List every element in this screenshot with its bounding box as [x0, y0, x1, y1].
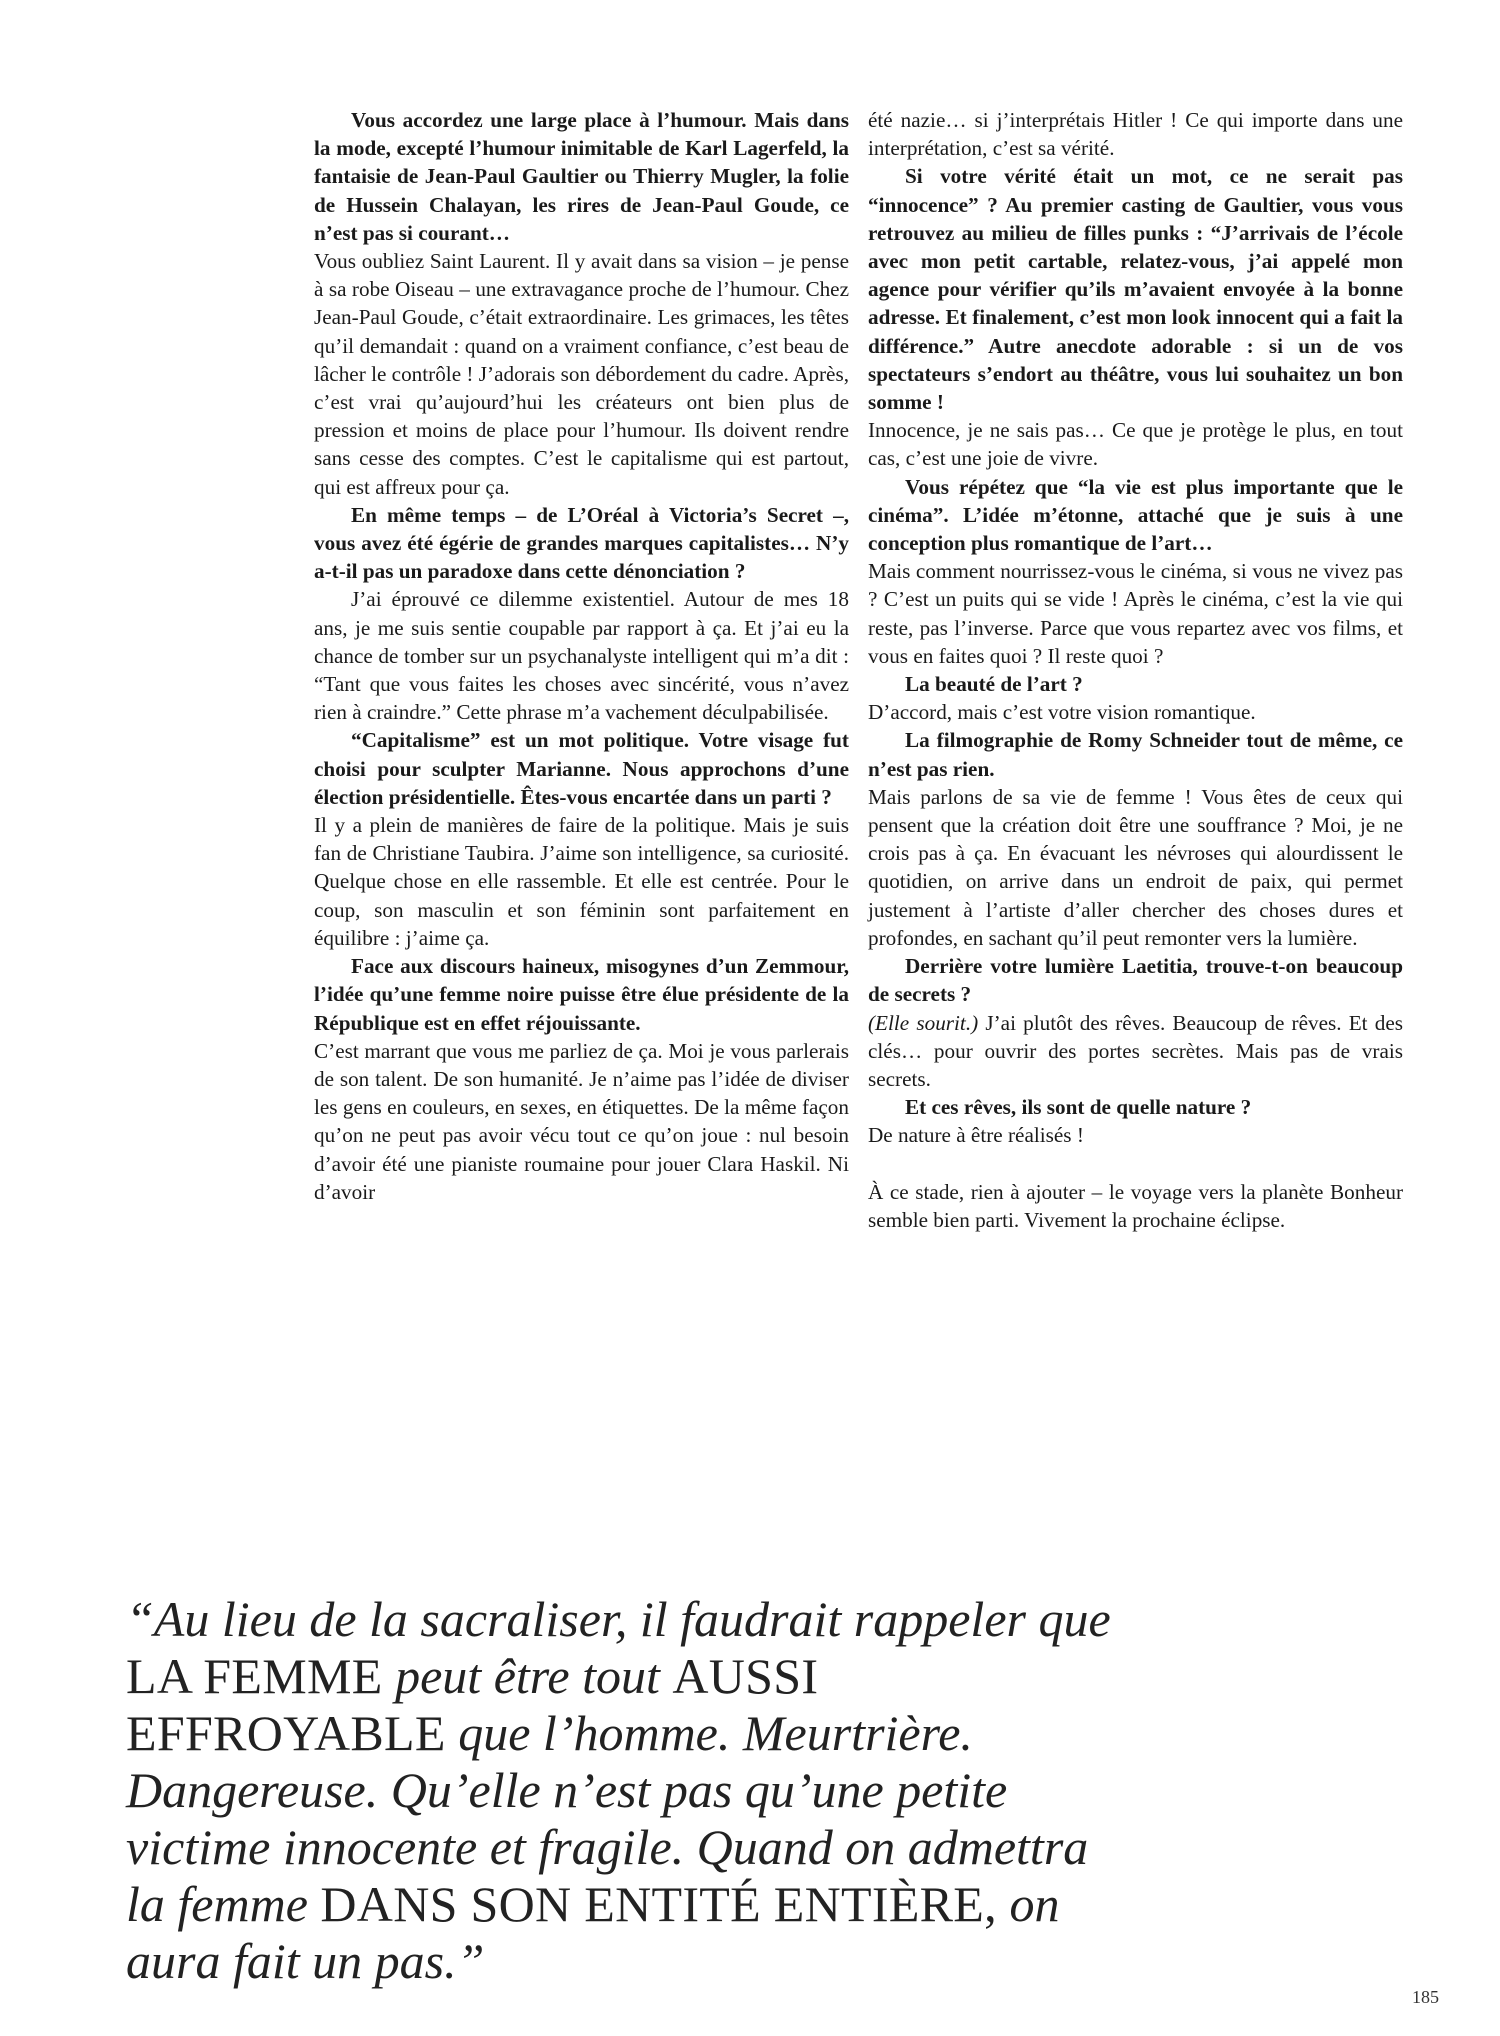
- answer-paragraph: [868, 1009, 1403, 1094]
- paragraph-text: En même temps – de L’Oréal à Victoria’s Secret –, vous avez été égérie de grandes marques capitalistes… N’y a-t-il pas un paradoxe dans cette dénonciation ?: [314, 502, 849, 584]
- stage-direction: (Elle sourit.): [868, 1010, 979, 1035]
- paragraph-text: Mais parlons de sa vie de femme ! Vous êtes de ceux qui pensent que la création doit être une souffrance ? Moi, je ne crois pas à ça. En évacuant les névroses qui alourdissent le quotidien, on arrive dans un endroit de paix, qui permet justement à l’artiste d’aller chercher des choses dures et profondes, en sachant qu’il peut remonter vers la lumière.: [868, 784, 1403, 950]
- paragraph-text: Face aux discours haineux, misogynes d’un Zemmour, l’idée qu’une femme noire puisse être élue présidente de la République est en effet réjouissante.: [314, 954, 849, 1035]
- paragraph-text: Il y a plein de manières de faire de la politique. Mais je suis fan de Christiane Taubira. J’aime son intelligence, sa curiosité. Quelque chose en elle rassemble. Et elle est centrée. Pour le coup, son masculin et son féminin sont parfaitement en équilibre : j’aime ça.: [314, 813, 849, 950]
- paragraph-text: À ce stade, rien à ajouter – le voyage vers la planète Bonheur semble bien parti. Vivement la prochaine éclipse.: [868, 1179, 1403, 1232]
- paragraph-text: Si votre vérité était un mot, ce ne serait pas “innocence” ? Au premier casting de Gaultier, vous vous retrouvez au milieu de filles punks : “J’arrivais de l’école avec mon petit cartable, relatez-vous, j’ai appelé mon agence pour vérifier qu’ils m’avaient envoyée à la bonne adresse. Et finalement, c’est mon look innocent qui a fait la différence.” Autre anecdote adorable : si un de vos spectateurs s’endort au théâtre, vous lui souhaitez un bon somme !: [868, 164, 1403, 415]
- paragraph-text: La filmographie de Romy Schneider tout de même, ce n’est pas rien.: [868, 728, 1403, 781]
- paragraph-text: Mais comment nourrissez-vous le cinéma, si vous ne vivez pas ? C’est un puits qui se vide ! Après le cinéma, c’est la vie qui reste, pas l’inverse. Parce que vous repartez avec vos films, et vous en faites quoi ? Il reste quoi ?: [868, 559, 1403, 668]
- paragraph-text: Innocence, je ne sais pas… Ce que je protège le plus, en tout cas, c’est une joie de vivre.: [868, 418, 1403, 471]
- question-paragraph: [868, 952, 1403, 1008]
- question-paragraph: [868, 162, 1403, 416]
- article-column-right: [868, 106, 1403, 1234]
- paragraph-text: Vous répétez que “la vie est plus importante que le cinéma”. L’idée m’étonne, attaché que je suis à une conception plus romantique de l’art…: [868, 474, 1403, 556]
- pull-quote-emphasis: LA FEMME: [126, 1648, 383, 1704]
- paragraph-text: J’ai plutôt des rêves. Beaucoup de rêves. Et des clés… pour ouvrir des portes secrètes. Mais pas de vrais secrets.: [868, 1010, 1403, 1091]
- paragraph-text: Et ces rêves, ils sont de quelle nature ?: [905, 1095, 1252, 1120]
- question-paragraph: [314, 726, 849, 811]
- pull-quote: [126, 1591, 1126, 1990]
- question-paragraph: [314, 952, 849, 1037]
- question-paragraph: [868, 670, 1403, 698]
- answer-paragraph: [868, 783, 1403, 952]
- question-paragraph: [868, 726, 1403, 782]
- pull-quote-text: on aura fait un pas.”: [126, 1876, 1060, 1989]
- pull-quote-text: “Au lieu de la sacraliser, il faudrait rappeler que: [126, 1591, 1111, 1647]
- answer-paragraph: [868, 106, 1403, 162]
- question-paragraph: [314, 106, 849, 247]
- pull-quote-text: que l’homme. Meurtrière. Dangereuse. Qu’elle n’est pas qu’une petite victime innocente et fragile. Quand on admettra la femme: [126, 1705, 1089, 1932]
- answer-paragraph: [868, 698, 1403, 726]
- paragraph-text: J’ai éprouvé ce dilemme existentiel. Autour de mes 18 ans, je me suis sentie coupable par rapport à ça. Et j’ai eu la chance de tomber sur un psychanalyste intelligent qui m’a dit : “Tant que vous faites les choses avec sincérité, vous n’avez rien à craindre.” Cette phrase m’a vachement déculpabilisée.: [314, 587, 849, 725]
- closing-paragraph: [868, 1178, 1403, 1234]
- paragraph-text: La beauté de l’art ?: [905, 672, 1083, 697]
- answer-paragraph: [314, 585, 849, 726]
- answer-paragraph: [868, 557, 1403, 670]
- answer-paragraph: [314, 1037, 849, 1206]
- pull-quote-text: peut être tout: [382, 1648, 673, 1704]
- answer-paragraph: [314, 811, 849, 952]
- paragraph-text: Vous oubliez Saint Laurent. Il y avait dans sa vision – je pense à sa robe Oiseau – une extravagance proche de l’humour. Chez Jean-Paul Goude, c’était extraordinaire. Les grimaces, les têtes qu’il demandait : quand on a vraiment confiance, c’est beau de lâcher le contrôle ! J’adorais son débordement du cadre. Après, c’est vrai qu’aujourd’hui les créateurs ont bien plus de pression et moins de place pour l’humour. Ils doivent rendre sans cesse des comptes. C’est le capitalisme qui est partout, qui est affreux pour ça.: [314, 249, 849, 499]
- answer-paragraph: [868, 416, 1403, 472]
- pull-quote-emphasis: AUSSI EFFROYABLE: [126, 1648, 819, 1761]
- question-paragraph: [868, 473, 1403, 558]
- paragraph-text: “Capitalisme” est un mot politique. Votre visage fut choisi pour sculpter Marianne. Nous approchons d’une élection présidentielle. Êtes-vous encartée dans un parti ?: [314, 728, 849, 809]
- article-column-left: [314, 106, 849, 1206]
- paragraph-text: Derrière votre lumière Laetitia, trouve-t-on beaucoup de secrets ?: [868, 954, 1403, 1007]
- paragraph-text: De nature à être réalisés !: [868, 1123, 1084, 1148]
- paragraph-text: D’accord, mais c’est votre vision romantique.: [868, 700, 1256, 725]
- question-paragraph: [314, 501, 849, 586]
- paragraph-text: Vous accordez une large place à l’humour. Mais dans la mode, excepté l’humour inimitable de Karl Lagerfeld, la fantaisie de Jean-Paul Gaultier ou Thierry Mugler, la folie de Hussein Chalayan, les rires de Jean-Paul Goude, ce n’est pas si courant…: [314, 108, 849, 245]
- question-paragraph: [868, 1093, 1403, 1121]
- answer-paragraph: [314, 247, 849, 501]
- answer-paragraph: [868, 1121, 1403, 1149]
- page-number: 185: [1412, 1987, 1439, 2007]
- pull-quote-emphasis: DANS SON ENTITÉ ENTIÈRE,: [320, 1876, 997, 1932]
- paragraph-text: été nazie… si j’interprétais Hitler ! Ce qui importe dans une interprétation, c’est sa vérité.: [868, 108, 1403, 161]
- paragraph-text: C’est marrant que vous me parliez de ça. Moi je vous parlerais de son talent. De son humanité. Je n’aime pas l’idée de diviser les gens en couleurs, en sexes, en étiquettes. De la même façon qu’on ne peut pas avoir vécu tout ce qu’on joue : nul besoin d’avoir été une pianiste roumaine pour jouer Clara Haskil. Ni d’avoir: [314, 1038, 849, 1204]
